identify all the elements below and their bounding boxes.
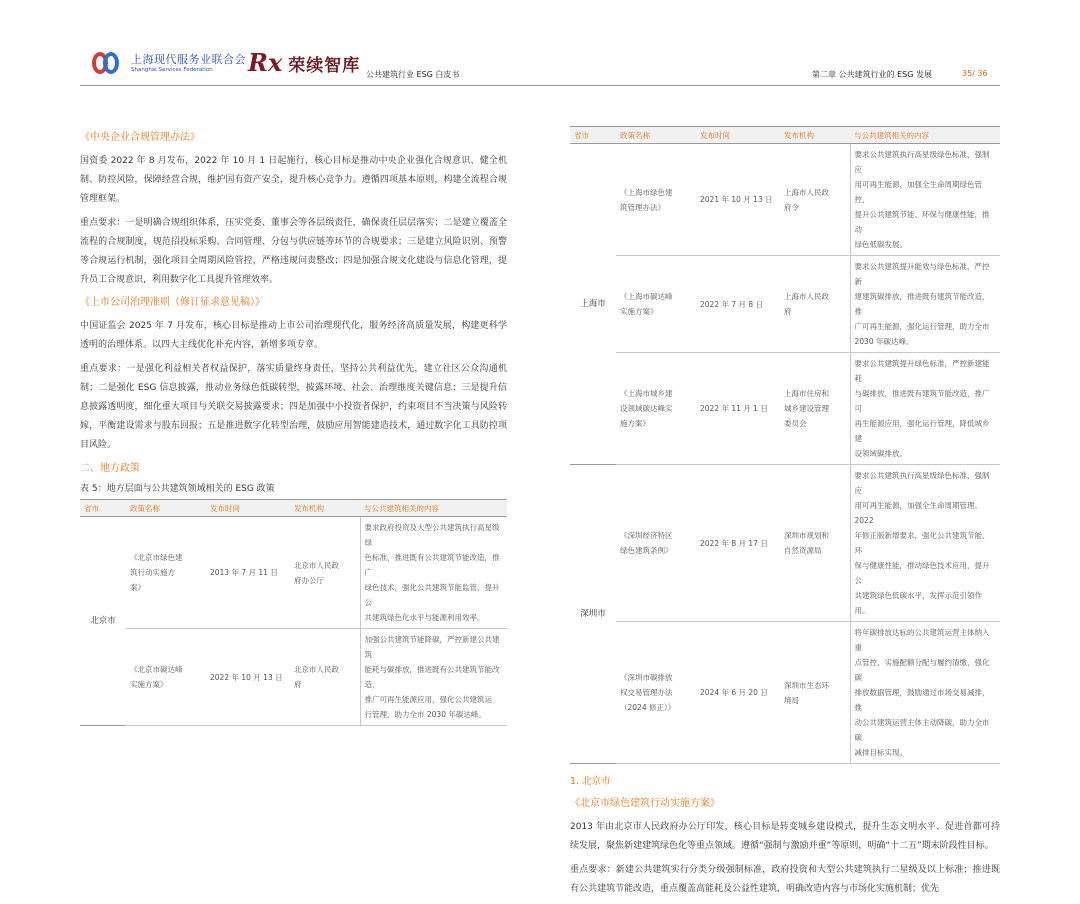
content-line: 2030 年碳达峰。 [854, 337, 914, 346]
table-row [80, 629, 507, 726]
policy-name-line: 实施方案》 [620, 307, 658, 316]
content-cell [850, 144, 1000, 256]
publish-date-cell: 2021 年 10 月 13 日 [696, 144, 780, 256]
table-header: 与公共建筑相关的内容 [360, 500, 507, 517]
publisher-cell [780, 256, 850, 353]
ssf-logo-cn: 上海现代服务业联合会 [131, 52, 246, 66]
document-title: 公共建筑行业 ESG 白皮书 [366, 70, 460, 79]
publisher-line: 北京市人民政 [294, 560, 339, 570]
publisher-line: 府 [784, 307, 792, 316]
policy-name-cell [616, 144, 696, 256]
publisher-cell [780, 465, 850, 622]
content-line: 要求公共建筑提升绿色标准，严控新建能耗 [854, 359, 990, 383]
publisher-line: 上海市人民政 [784, 292, 829, 301]
paragraph: 2013 年由北京市人民政府办公厅印发，核心目标是转变城乡建设模式，提升生态文明水平、促进首都可持续发展，聚焦新建建筑绿色化等重点领域。遵循“强制与激励并重”等原则，明确“十二五”期末阶段性目标。 [570, 822, 1000, 851]
publisher-line: 城乡建设管理 [784, 404, 829, 413]
province-cell: 深圳市 [570, 465, 616, 764]
paragraph: 中国证监会 2025 年 7 月发布，核心目标是推动上市公司治理现代化，服务经济高质量发展，构建更科学透明的治理体系。以四大主线优化补充内容，新增多项专章。 [80, 321, 507, 350]
table-header: 发布机构 [290, 500, 360, 517]
policy-name-line: 筑行动实施方 [130, 568, 175, 577]
left-column [80, 126, 507, 726]
paragraph: 重点要求：一是强化利益相关者权益保护，落实质量终身责任，坚持公共利益优先，建立社区公众沟通机制；二是强化 ESG 信息披露，推动业务绿色低碳转型，披露环境、社会、治理维度关键信息；三是提升信息披露透明度，细化重大项目与关联交易披露要求；四是加强中小投资者保护，约束项目不当决策与风险转嫁，平衡建设需求与股东回报；五是推进数字化转型治理，鼓励应用智能建造技术，通过数字化工具防控项目风险。 [80, 364, 507, 450]
content-line: 保与健康性能，推动绿色技术应用，提升公 [854, 561, 990, 585]
content-cell [360, 629, 507, 726]
content-cell [850, 622, 1000, 764]
policy-name-line: 《上海市绿色建 [620, 187, 673, 197]
publisher-line: 北京市人民政 [294, 665, 339, 674]
province-cell: 北京市 [80, 517, 126, 726]
page-number: 35/ 36 [962, 69, 988, 78]
publish-date-cell: 2022 年 7 月 8 日 [696, 256, 780, 353]
policy-name-cell [616, 256, 696, 353]
publisher-line: 府令 [784, 202, 799, 212]
policy-name-line: 《北京市绿色建 [130, 553, 183, 562]
table-header: 政策名称 [616, 127, 696, 144]
table-header: 发布时间 [696, 127, 780, 144]
content-line: 要求政府投资及大型公共建筑执行高星级绿 [364, 523, 500, 547]
content-line: 动公共建筑运营主体主动降碳，助力全市碳 [854, 718, 990, 742]
content-line: 绿色低碳发展。 [854, 240, 907, 249]
page-header [80, 38, 1000, 84]
paragraph: 国资委 2022 年 8 月发布，2022 年 10 月 1 日起施行，核心目标是推动中央企业强化合规意识、健全机制、防控风险，保障经营合规，维护国有资产安全，提升核心竞争力。遵循四项基本原则，构建全流程合规管理框架。 [80, 156, 507, 204]
content-line: 共建筑绿色化水平与能源利用效率。 [364, 613, 485, 622]
publisher-line: 深圳市规划和 [784, 531, 829, 540]
content-line: 减排目标实现。 [854, 748, 907, 757]
policy-name-line: 《深圳市碳排放 [620, 673, 673, 682]
content-line: 设领域碳排放。 [854, 449, 907, 458]
province-cell: 上海市 [570, 144, 616, 465]
publisher-cell [780, 353, 850, 465]
policy-name-line: 设领域碳达峰实 [620, 404, 673, 413]
publisher-cell [290, 629, 360, 726]
content-cell [850, 465, 1000, 622]
content-line: 推广可再生能源应用，强化公共建筑运 [364, 695, 492, 704]
policy-name-line: 《深圳经济特区 [620, 531, 673, 540]
policy-name-cell [616, 353, 696, 465]
paragraph: 重点要求：一是明确合规组织体系，压实党委、董事会等各层级责任，确保责任层层落实；二是建立覆盖全流程的合规制度，规范招投标采购、合同管理、分包与供应链等环节的合规要求；三是建立风险识别、预警等合规运行机制，强化项目全周期风险管控，严格违规问责整改；四是加强合规文化建设与信息化管理，提升员工合规意识，利用数字化工具提升管理效率。 [80, 218, 507, 285]
content-line: 要求公共建筑执行高星级绿色标准，强制应 [854, 471, 990, 495]
policy-name-line: 施方案》 [620, 419, 650, 428]
policy-table-right [570, 126, 1000, 764]
policy-name-line: 《上海市碳达峰 [620, 292, 673, 301]
header-divider [80, 85, 1000, 86]
table-row [570, 144, 1000, 256]
content-line: 要求公共建筑执行高星级绿色标准，强制应 [854, 150, 990, 174]
content-line: 点管控，实施配额分配与履约清缴，强化碳 [854, 658, 990, 682]
content-line: 再生能源应用，强化运行管理，降低城乡建 [854, 419, 990, 443]
publisher-line: 上海市人民政 [784, 187, 829, 197]
table-header: 与公共建筑相关的内容 [850, 127, 1000, 144]
policy-table-left [80, 499, 507, 726]
table-row [570, 353, 1000, 465]
ssf-logo [92, 50, 246, 76]
content-line: 要求公共建筑提升能效与绿色标准，严控新 [854, 262, 990, 286]
policy-name-line: 案》 [130, 583, 145, 592]
beijing-heading: 1. 北京市 [570, 776, 611, 787]
publish-date-cell: 2024 年 6 月 20 日 [696, 622, 780, 764]
publish-date-cell: 2022 年 11 月 1 日 [696, 353, 780, 465]
content-line: 广可再生能源，强化运行管理，助力全市 [854, 322, 990, 331]
publisher-line: 上海市住房和 [784, 389, 829, 398]
rx-logo [248, 50, 360, 76]
table-row [570, 622, 1000, 764]
publish-date-cell: 2013 年 7 月 11 日 [206, 517, 290, 629]
content-line: 与碳排放，推进既有建筑节能改造，推广可 [854, 389, 990, 413]
publisher-cell [290, 517, 360, 629]
content-cell [850, 353, 1000, 465]
content-line: 将年碳排放达标的公共建筑运营主体纳入重 [854, 628, 990, 652]
section-title: 《上市公司治理准则（修订征求意见稿）》 [80, 297, 265, 308]
content-line: 共建筑绿色低碳水平，发挥示范引领作用。 [854, 591, 982, 615]
table-caption: 表 5：地方层面与公共建筑领域相关的 ESG 政策 [80, 484, 275, 494]
table-header: 发布时间 [206, 500, 290, 517]
publish-date-cell: 2022 年 8 月 17 日 [696, 465, 780, 622]
right-column [570, 126, 1000, 904]
policy-name-cell [616, 465, 696, 622]
section-title: 《北京市绿色建筑行动实施方案》 [570, 798, 720, 809]
ssf-logo-icon [92, 50, 126, 76]
content-line: 用可再生能源，加强全生命周期绿色管控， [854, 180, 982, 204]
local-policy-heading: 二、地方政策 [80, 463, 140, 474]
policy-name-line: 权交易管理办法 [620, 688, 673, 697]
rx-logo-cn: 荣续智库 [288, 55, 361, 76]
section-title: 《中央企业合规管理办法》 [80, 132, 200, 143]
content-line: 绿色技术，强化公共建筑节能监管，提升公 [364, 583, 500, 607]
ssf-logo-en: Shanghai Services Federation [131, 66, 213, 73]
content-cell [850, 256, 1000, 353]
publisher-line: 自然资源局 [784, 546, 822, 555]
policy-name-line: 绿色建筑条例》 [620, 546, 673, 555]
content-line: 行管理，助力全市 2030 年碳达峰。 [364, 710, 486, 719]
content-line: 能耗与碳排放，推进既有公共建筑节能改造， [364, 665, 500, 689]
rx-logo-icon: Rx [248, 48, 283, 77]
content-cell [360, 517, 507, 629]
policy-name-cell [126, 517, 206, 629]
publish-date-cell: 2022 年 10 月 13 日 [206, 629, 290, 726]
publisher-line: 深圳市生态环 [784, 680, 829, 690]
content-line: 建建筑碳排放，推进既有建筑节能改造，推 [854, 292, 990, 316]
content-line: 加强公共建筑节能降碳，严控新建公共建筑 [364, 635, 500, 659]
policy-name-line: 筑管理办法》 [620, 202, 665, 212]
content-line: 用可再生能源，加强全生命周期管理。2022 [854, 501, 982, 525]
publisher-cell [780, 144, 850, 256]
policy-name-line: 《上海市城乡建 [620, 389, 673, 398]
policy-name-line: 《北京市碳达峰 [130, 665, 183, 674]
content-line: 排放数据管理，鼓励通过市场交易减排，推 [854, 688, 990, 712]
content-line: 年修正版新增要求，强化公共建筑节能、环 [854, 531, 990, 555]
publisher-line: 境局 [784, 695, 799, 705]
table-header: 发布机构 [780, 127, 850, 144]
table-row [570, 256, 1000, 353]
chapter-title: 第二章 公共建筑行业的 ESG 发展 [812, 70, 932, 79]
publisher-line: 府 [294, 680, 302, 689]
paragraph: 重点要求：新建公共建筑实行分类分级强制标准，政府投资和大型公共建筑执行二星级及以上标准；推进既有公共建筑节能改造，重点覆盖高能耗及公益性建筑，明确改造内容与市场化实施机制；优先 [570, 865, 1000, 894]
content-line: 提升公共建筑节能、环保与健康性能，推动 [854, 210, 990, 234]
table-row [80, 517, 507, 629]
table-header: 省市 [80, 500, 126, 517]
publisher-cell [780, 622, 850, 764]
policy-name-line: （2024 修正）》 [620, 703, 676, 712]
table-header: 省市 [570, 127, 616, 144]
table-row [570, 465, 1000, 622]
policy-name-cell [616, 622, 696, 764]
policy-name-line: 实施方案》 [130, 680, 168, 689]
publisher-line: 委员会 [784, 419, 807, 428]
table-header: 政策名称 [126, 500, 206, 517]
policy-name-cell [126, 629, 206, 726]
content-line: 色标准，推进既有公共建筑节能改造，推广 [364, 553, 500, 577]
publisher-line: 府办公厅 [294, 575, 324, 585]
